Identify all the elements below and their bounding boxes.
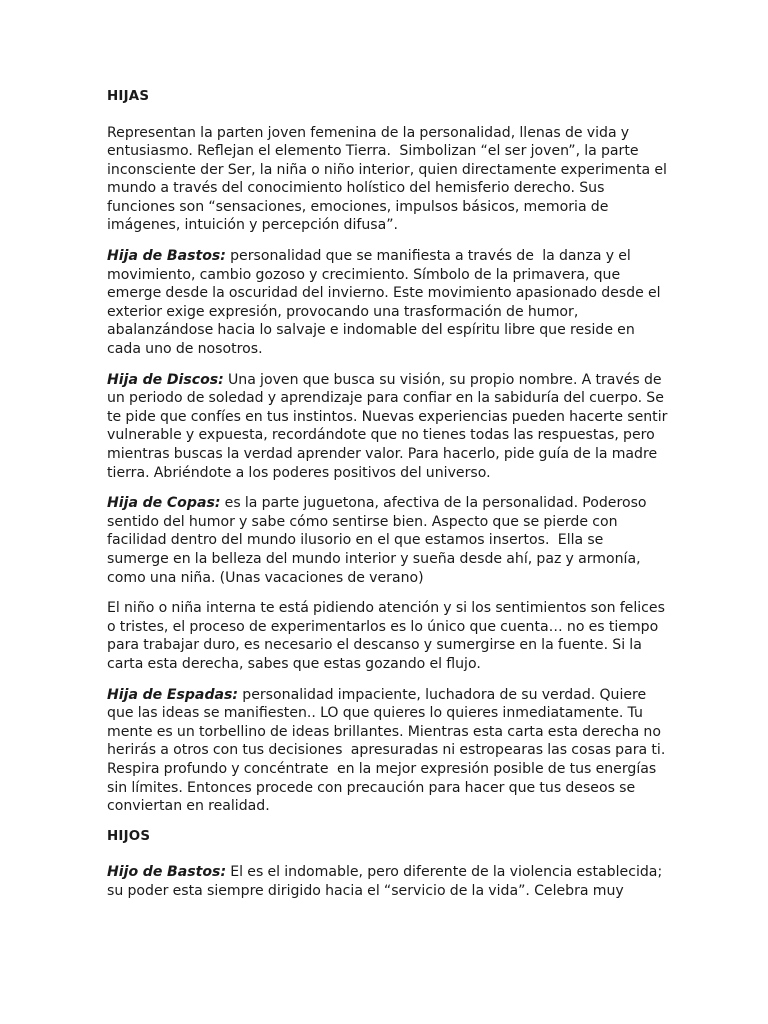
intro-paragraph	[107, 124, 667, 236]
text-line: personalidad impaciente, luchadora de su verdad. Quiere	[238, 686, 647, 703]
text-line: mente es un torbellino de ideas brillantes. Mientras esta carta esta derecha no	[107, 723, 661, 740]
text-line: vulnerable y expuesta, recordándote que no tienes todas las respuestas, pero	[107, 427, 655, 444]
section-heading: HIJAS	[107, 89, 150, 104]
text-line: sumerge en la belleza del mundo interior y sueña desde ahí, paz y armonía,	[107, 550, 641, 567]
text-line: personalidad que se manifiesta a través de la danza y el	[225, 248, 631, 265]
text-line: emerge desde la oscuridad del invierno. Este movimiento apasionado desde el	[107, 285, 661, 302]
text-line: cada uno de nosotros.	[107, 341, 263, 358]
paragraph-hijo-de-bastos	[107, 863, 667, 900]
text-line: que las ideas se manifiesten.. LO que quieres lo quieres inmediatamente. Tu	[107, 705, 643, 722]
text-line: te pide que confíes en tus instintos. Nuevas experiencias pueden hacerte sentir	[107, 408, 668, 425]
text-line: carta esta derecha, sabes que estas gozando el flujo.	[107, 655, 481, 672]
text-line: Una joven que busca su visión, su propio nombre. A través de	[223, 371, 662, 388]
text-line: o tristes, el proceso de experimentarlos es lo único que cuenta… no es tiempo	[107, 618, 659, 635]
paragraph-hija-de-copas	[107, 494, 667, 587]
text-line: mundo a través del conocimiento holístico del hemisferio derecho. Sus	[107, 180, 605, 197]
paragraph-hija-de-discos	[107, 371, 667, 483]
text-line: facilidad dentro del mundo ilusorio en el que estamos insertos. Ella se	[107, 532, 604, 549]
text-line: sentido del humor y sabe cómo sentirse bien. Aspecto que se pierde con	[107, 513, 618, 530]
card-term: Hija de Bastos:	[107, 248, 226, 265]
document-page	[107, 88, 667, 912]
card-term: Hija de Espadas:	[107, 686, 239, 703]
text-line: imágenes, intuición y percepción difusa”.	[107, 217, 399, 234]
text-line: El es el indomable, pero diferente de la violencia establecida;	[226, 864, 663, 881]
card-term: Hija de Discos:	[107, 371, 224, 388]
text-line: abalanzándose hacia lo salvaje e indomable del espíritu libre que reside en	[107, 322, 635, 339]
paragraph-hija-de-espadas	[107, 686, 667, 816]
section-hijas	[107, 88, 667, 816]
text-line: exterior exige expresión, provocando una trasformación de humor,	[107, 303, 579, 320]
card-term: Hija de Copas:	[107, 495, 221, 512]
text-line: movimiento, cambio gozoso y crecimiento. Símbolo de la primavera, que	[107, 266, 621, 283]
card-term: Hijo de Bastos:	[107, 864, 227, 881]
text-line: un periodo de soledad y aprendizaje para confiar en la sabiduría del cuerpo. Se	[107, 390, 664, 407]
text-line: mientras buscas la verdad aprender valor. Para hacerlo, pide guía de la madre	[107, 446, 658, 462]
text-line: El niño o niña interna te está pidiendo atención y si los sentimientos son felices	[107, 600, 665, 617]
text-line: inconsciente der Ser, la niña o niño interior, quien directamente experimenta el	[107, 161, 667, 178]
text-line: para trabajar duro, es necesario el descanso y sumergirse en la fuente. Si la	[107, 637, 642, 654]
text-line: conviertan en realidad.	[107, 798, 270, 815]
text-line: funciones son “sensaciones, emociones, impulsos básicos, memoria de	[107, 198, 609, 215]
paragraph-inner-child	[107, 599, 667, 673]
paragraph-hija-de-bastos	[107, 247, 667, 359]
text-line: sin límites. Entonces procede con precaución para hacer que tus deseos se	[107, 779, 636, 796]
text-line: su poder esta siempre dirigido hacia el “servicio de la vida”. Celebra muy	[107, 882, 624, 899]
text-line: es la parte juguetona, afectiva de la personalidad. Poderoso	[220, 495, 647, 512]
text-line: Respira profundo y concéntrate en la mejor expresión posible de tus energías	[107, 760, 657, 777]
text-line: como una niña. (Unas vacaciones de verano)	[107, 569, 424, 586]
text-line: herirás a otros con tus decisiones apresuradas ni estropearas las cosas para ti.	[107, 742, 666, 759]
text-line: tierra. Abriéndote a los poderes positivos del universo.	[107, 464, 491, 481]
section-hijos	[107, 828, 667, 901]
section-heading: HIJOS	[107, 828, 151, 844]
text-line: entusiasmo. Reflejan el elemento Tierra. Simbolizan “el ser joven”, la parte	[107, 143, 639, 160]
text-line: Representan la parten joven femenina de la personalidad, llenas de vida y	[107, 124, 630, 141]
